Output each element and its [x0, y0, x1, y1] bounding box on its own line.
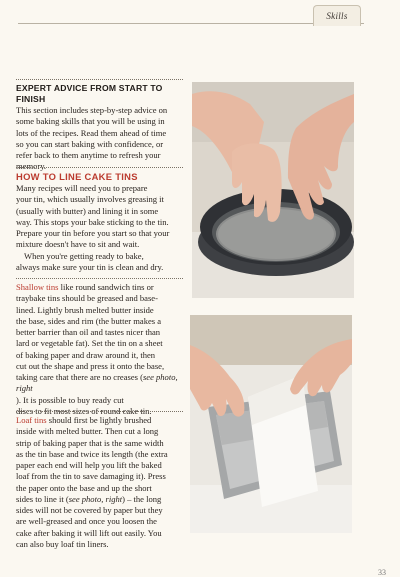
shallow-line: Shallow tins like round sandwich tins or [16, 282, 154, 292]
loaf-line: can also buy loaf tin liners. [16, 538, 109, 549]
loaf-line: strip of baking paper that is the same width [16, 437, 164, 448]
cake-tins-line: mixture doesn't have to sit and wait. [16, 239, 140, 250]
intro-heading: EXPERT ADVICE FROM START TO FINISH [16, 83, 163, 104]
dotted-divider [16, 411, 183, 412]
loaf-tins-section [16, 411, 183, 550]
cake-tins-line: always make sure your tin is clean and dry. [16, 261, 164, 272]
loaf-line: cake after baking it will lift out easily. You [16, 527, 162, 538]
loaf-line: paper each end will help you lift the baked [16, 460, 162, 470]
dotted-divider [16, 167, 183, 168]
loaf-line: as the tin base and twice its length (the extra [16, 448, 168, 459]
shallow-line: the base, sides and rim (the butter makes a [16, 315, 162, 326]
section-tab [313, 5, 361, 26]
cake-tins-line: way. This stops your bake sticking to the tin. [16, 216, 169, 227]
cake-tins-line: When you're getting ready to bake, [24, 250, 144, 261]
loaf-lead: Loaf tins [16, 415, 47, 425]
shallow-line: traybake tins should be greased and base- [16, 293, 158, 304]
shallow-line: of baking paper and draw around it, then [16, 349, 156, 360]
cake-tins-heading: HOW TO LINE CAKE TINS [16, 171, 138, 182]
shallow-line: cut out the shape and press it onto the base, [16, 360, 165, 371]
loaf-tin-photo [190, 315, 352, 533]
page-number: 33 [378, 568, 386, 577]
intro-section [16, 79, 183, 173]
loaf-line: sides to line it (see photo, right) – the long [16, 493, 162, 504]
intro-line: refer back to them anytime to refresh your [16, 150, 161, 160]
round-tin-photo [192, 82, 354, 298]
shallow-lead: Shallow tins [16, 282, 59, 292]
photo-ref: see photo, right [16, 372, 178, 394]
cake-tins-line: Prepare your tin before you start so that your [16, 228, 170, 238]
cake-tins-line: (usually with butter) and lining it in some [16, 205, 159, 216]
intro-line: so you can start baking with confidence, or [16, 138, 164, 149]
section-tab-label: Skills [326, 11, 348, 21]
cake-tins-line: Many recipes will need you to prepare [16, 183, 148, 193]
shallow-line: discs to fit most sizes of round cake tin. [16, 405, 152, 416]
shallow-line: lard or vegetable fat). Set the tin on a sheet [16, 338, 163, 349]
cake-tins-line: your tin, which usually involves greasing it [16, 194, 164, 205]
shallow-tins-section [16, 278, 183, 417]
shallow-line: lined. Lightly brush melted butter inside [16, 304, 154, 315]
intro-line: memory. [16, 161, 47, 172]
photo-ref: see photo, right [68, 493, 123, 504]
shallow-line: better barrier than oil and tastes nicer than [16, 327, 161, 337]
loaf-line: Loaf tins should first be lightly brushed [16, 415, 152, 425]
loaf-line: loaf from the tin to save damaging it). Press [16, 471, 166, 482]
intro-line: lots of the recipes. Read them ahead of time [16, 127, 167, 138]
shallow-line: ). It is possible to buy ready cut [16, 394, 124, 405]
loaf-line: inside with melted butter. Then cut a long [16, 426, 159, 437]
intro-line: some baking skills that you will be using in [16, 116, 165, 127]
loaf-line: sides will not be covered by paper but they [16, 505, 163, 515]
dotted-divider [16, 79, 183, 80]
intro-line: This section includes step-by-step advice on [16, 105, 168, 115]
cake-tins-section [16, 167, 183, 273]
dotted-divider [16, 278, 183, 279]
shallow-line: taking care that there are no creases (see photo, right [16, 372, 178, 394]
loaf-line: the paper onto the base and up the short [16, 482, 152, 493]
loaf-line: are well-greased and once you loosen the [16, 516, 157, 527]
